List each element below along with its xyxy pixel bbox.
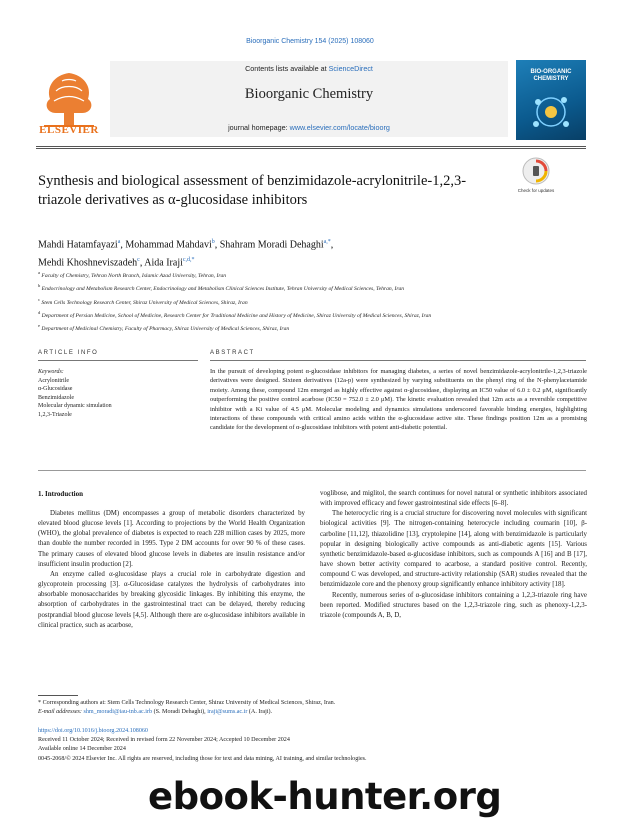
affiliation-text: Department of Medicinal Chemistry, Faculty of Pharmacy, Shiraz University of Medical Sciences, Shiraz, Iran xyxy=(41,326,290,333)
keyword-item[interactable]: Acrylonitrile xyxy=(38,377,69,384)
author-list: Mahdi Hatamfayazi$^a$, Mohammad Mahdavi$^b$, Shahram Moradi Dehaghi$^{a,*}$, Mehdi Khoshneviszadeh$^c$, Aida Iraji$^{c,d,*}$ xyxy=(38,239,334,269)
check-for-updates-icon[interactable] xyxy=(521,156,551,186)
keywords-label: Keywords: xyxy=(38,369,64,375)
keyword-item[interactable]: 1,2,3-Triazole xyxy=(38,411,72,418)
keyword-item[interactable]: Molecular dynamic simulation xyxy=(38,403,112,409)
affiliation-item xyxy=(38,295,568,308)
homepage-prefix: journal homepage: xyxy=(228,123,290,132)
author-affil-sup: b xyxy=(211,239,215,245)
abstract-text: In the pursuit of developing potent α-glucosidase inhibitors for managing diabetes, a series of novel benzimidazole-acrylonitrile-1,2,3-triazole derivatives were designed. Sixteen derivatives (12a-p) were synthesized by varying substituents on the phenyl ring of the N-phenylacetamide moiety. Among these, compound 12m emerged as highly effective against α-glucosidase, displaying an IC50 value of 6.0 ± 0.2 μM, significantly outperforming the positive control acarbose (IC50 = 752.0 ± 2.0 μM). The kinetic evaluation revealed that 12m acts as a reversible competitive inhibitor with a Ki value of 4.5 μM. Molecular modeling and dynamics simulations underscored favorable binding energies, highlighting interactions of these compounds with critical amino acids within the α-glucosidase active site. These findings position 12m as a promising candidate for the development of α-glucosidase inhibitors with potent anti-diabetic potential. xyxy=(210,368,587,432)
body-column-right xyxy=(320,489,587,621)
check-for-updates-label[interactable]: Check for updates xyxy=(517,188,555,193)
article-info-heading: ARTICLE INFO xyxy=(38,350,99,356)
abstract-rule xyxy=(210,360,586,361)
available-online: Available online 14 December 2024 xyxy=(38,746,126,753)
author-affil-sup: c xyxy=(137,256,140,263)
email-owner: (A. Iraji). xyxy=(247,709,273,716)
author-name[interactable]: Mahdi Hatamfayazi xyxy=(38,239,118,251)
affiliation-item xyxy=(38,321,568,334)
author-name[interactable]: Aida Iraji xyxy=(144,257,183,269)
affiliation-text: Department of Persian Medicine, School of Medicine, Research Center for Traditional Medicine and History of Medicine, Shiraz University of Medical Sciences, Shiraz, Iran xyxy=(41,312,432,319)
introduction-heading: 1. Introduction xyxy=(38,490,83,498)
publisher-wordmark: ELSEVIER xyxy=(39,124,99,136)
email-owner: (S. Moradi Dehaghi), xyxy=(152,709,208,716)
contents-line xyxy=(110,64,508,73)
author-affil-sup: a xyxy=(117,239,121,245)
affiliation-text: Faculty of Chemistry, Tehran North Branch, Islamic Azad University, Tehran, Iran xyxy=(41,272,227,279)
affiliation-sup: c xyxy=(38,296,40,302)
homepage-link[interactable]: www.elsevier.com/locate/bioorg xyxy=(289,123,390,132)
publication-info xyxy=(38,727,586,764)
keyword-item[interactable]: Benzimidazole xyxy=(38,394,74,401)
homepage-line xyxy=(110,123,508,132)
footnote-rule xyxy=(38,695,78,696)
cover-molecule-graphic xyxy=(526,90,576,134)
author-affil-sup: a,* xyxy=(323,239,331,245)
body-paragraph: Diabetes mellitus (DM) encompasses a group of metabolic disorders characterized by elevated blood glucose levels [1]. According to projections by the World Health Organization (WHO), the global prevalence of diabetes is expected to reach 228 million cases by 2025, more than double the number recorded in 1995. Type 2 DM accounts for over 90 % of these cases. The primary causes of elevated blood glucose levels in diabetes are insulin resistance and/or insufficient insulin production [2]. xyxy=(38,510,305,568)
affiliation-item xyxy=(38,268,568,281)
email-line xyxy=(38,708,586,717)
header-rule xyxy=(36,146,586,147)
affiliation-item xyxy=(38,281,568,294)
keywords-block xyxy=(38,368,198,419)
abstract-heading: ABSTRACT xyxy=(210,350,255,356)
email-link[interactable]: iraji@sums.ac.ir xyxy=(207,709,248,716)
affiliation-text: Endocrinology and Metabolism Research Center, Endocrinology and Metabolism Clinical Sciences Institute, Tehran University of Medical Sciences, Tehran, Iran xyxy=(41,286,405,293)
author-name[interactable]: Mohammad Mahdavi xyxy=(125,239,212,251)
body-paragraph: The heterocyclic ring is a crucial structure for discovering novel molecules with significant biological activities [9]. The nitrogen-containing heterocycle including coumarin [10], β-carboline [11,12], thiazolidine [13], cryptolepine [14], along with benzimidazole is particularly popular in designing biologically active compounds as anti-diabetic agents [15]. Various synthetic benzimidazole-based α-glucosidase inhibitors, such as compounds A [16] and B [17], have shown better activity compared to acarbose, a standard positive control. Recently, compound C was developed, and structure-activity relationship (SAR) studies revealed that the benzimidazole core and the phenoxy group significantly enhance inhibitory activity [18]. xyxy=(320,510,587,589)
journal-citation[interactable]: Bioorganic Chemistry 154 (2025) 108060 xyxy=(246,38,374,45)
copyright-line: 0045-2068/© 2024 Elsevier Inc. All rights are reserved, including those for text and data mining, AI training, and similar technologies. xyxy=(38,755,367,762)
corresponding-footnote xyxy=(38,699,586,718)
email-link[interactable]: shm_moradi@iau-tnb.ac.irb xyxy=(83,709,153,716)
affiliation-list xyxy=(38,268,568,335)
keyword-item[interactable]: α-Glucosidase xyxy=(38,386,73,392)
author-name[interactable]: Shahram Moradi Dehaghi xyxy=(219,239,324,251)
body-column-left xyxy=(38,509,305,631)
affiliation-sup: a xyxy=(38,270,40,275)
journal-cover-thumbnail[interactable] xyxy=(516,60,586,140)
author-name[interactable]: Mehdi Khoshneviszadeh xyxy=(38,257,138,269)
body-paragraph: voglibose, and miglitol, the search continues for novel natural or synthetic inhibitors associated with improved efficacy and fewer gastrointestinal side effects [6–8]. xyxy=(320,490,587,508)
received-dates: Received 11 October 2024; Received in revised form 22 November 2024; Accepted 10 December 2024 xyxy=(38,737,290,744)
watermark-text: ebook-hunter.org xyxy=(148,775,502,818)
article-title: Synthesis and biological assessment of benzimidazole-acrylonitrile-1,2,3-triazole derivatives as α-glucosidase inhibitors xyxy=(38,173,467,208)
author-affil-sup: c,d,* xyxy=(182,256,195,263)
corresponding-text: * Corresponding authors at: Stem Cells Technology Research Center, Shiraz University of Medical Sciences, Shiraz, Iran. xyxy=(38,700,336,706)
affiliation-item xyxy=(38,308,568,321)
article-info-rule xyxy=(38,360,198,361)
cover-title: BIO-ORGANIC CHEMISTRY xyxy=(530,69,572,82)
email-label: E-mail addresses: xyxy=(38,709,84,716)
journal-title: Bioorganic Chemistry xyxy=(244,86,374,102)
doi-link[interactable]: https://doi.org/10.1016/j.bioorg.2024.108060 xyxy=(38,728,148,734)
affiliation-sup: e xyxy=(38,323,40,329)
contents-prefix: Contents lists available at xyxy=(245,64,329,73)
body-paragraph: Recently, numerous series of α-glucosidase inhibitors containing a 1,2,3-triazole ring have been reported. Modified structures based on the 1,2,3-triazole ring, such as phenoxy-1,2,3-triazole (compounds A, B, D, xyxy=(320,591,587,619)
sciencedirect-link[interactable]: ScienceDirect xyxy=(328,64,373,73)
abstract-bottom-rule xyxy=(38,470,586,471)
affiliation-text: Stem Cells Technology Research Center, Shiraz University of Medical Sciences, Shiraz, Iran xyxy=(41,299,248,306)
body-paragraph: An enzyme called α-glucosidase plays a crucial role in carbohydrate digestion and glycoprotein processing [3]. α-Glucosidase catalyzes the hydrolysis of carbohydrates into absorbable monosaccharides by breaking glycosidic linkages. By inhibiting this enzyme, the absorption of carbohydrates in the gastrointestinal tract can be delayed, thereby reducing postprandial blood glucose levels [4,5]. Although there are α-glucosidase inhibitors available in clinical practice, such as acarbose, xyxy=(38,570,305,629)
affiliation-sup: b xyxy=(38,283,41,289)
header-rule-2 xyxy=(36,148,586,149)
affiliation-sup: d xyxy=(38,310,41,316)
